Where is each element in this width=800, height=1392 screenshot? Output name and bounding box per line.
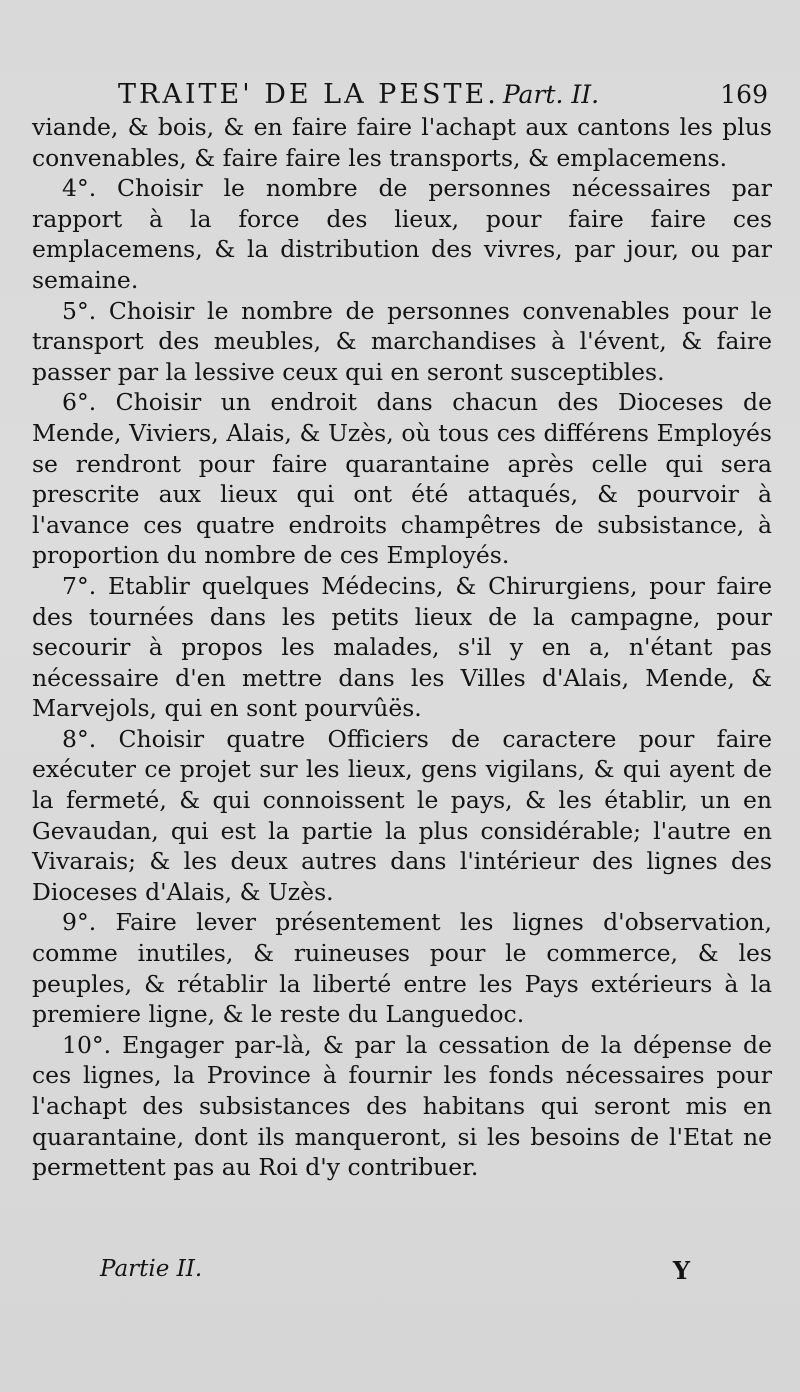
paragraph-item-9: 9°. Faire lever présentement les lignes d'observation, comme inutiles, & ruineuses pour le commerce, & les peuples, & rétablir la liberté entre les Pays extérieurs à la premiere ligne, & le reste du Languedoc.	[32, 908, 772, 1029]
signature-mark: Y	[672, 1256, 690, 1285]
page-footer	[100, 1256, 700, 1292]
page-number: 169	[720, 80, 768, 109]
paragraph-item-6: 6°. Choisir un endroit dans chacun des Dioceses de Mende, Viviers, Alais, & Uzès, où tous ces différens Employés se rendront pour faire quarantaine après celle qui sera prescrite aux lieux qui ont été attaqués, & pourvoir à l'avance ces quatre endroits champêtres de subsistance, à proportion du nombre de ces Employés.	[32, 388, 772, 570]
paragraph-item-4: 4°. Choisir le nombre de personnes nécessaires par rapport à la force des lieux, pour faire faire ces emplacemens, & la distribution des vivres, par jour, ou par semaine.	[32, 174, 772, 294]
running-title-text: TRAITE' DE LA PESTE.	[118, 79, 499, 110]
running-title	[118, 74, 599, 116]
footer-part-label: Partie II.	[100, 1256, 203, 1282]
body-text	[32, 112, 772, 1183]
paragraph-item-8: 8°. Choisir quatre Officiers de caractere pour faire exécuter ce projet sur les lieux, gens vigilans, & qui ayent de la fermeté, & qui connoissent le pays, & les établir, un en Gevaudan, qui est la partie la plus considérable; l'autre en Vivarais; & les deux autres dans l'intérieur des lignes des Dioceses d'Alais, & Uzès.	[32, 724, 772, 906]
paragraph-item-5: 5°. Choisir le nombre de personnes convenables pour le transport des meubles, & marchandises à l'évent, & faire passer par la lessive ceux qui en seront susceptibles.	[32, 296, 772, 386]
page-header	[0, 74, 800, 116]
part-indicator: Part. II.	[502, 80, 600, 109]
paragraph-continuation: viande, & bois, & en faire faire l'achapt aux cantons les plus convenables, & faire faire les transports, & emplacemens.	[32, 113, 772, 172]
paragraph-item-10: 10°. Engager par-là, & par la cessation de la dépense de ces lignes, la Province à fournir les fonds nécessaires pour l'achapt des subsistances des habitans qui seront mis en quarantaine, dont ils manqueront, si les besoins de l'Etat ne permettent pas au Roi d'y contribuer.	[32, 1030, 772, 1182]
paragraph-item-7: 7°. Etablir quelques Médecins, & Chirurgiens, pour faire des tournées dans les petits lieux de la campagne, pour secourir à propos les malades, s'il y en a, n'étant pas nécessaire d'en mettre dans les Villes d'Alais, Mende, & Marvejols, qui en sont pourvûës.	[32, 571, 772, 723]
